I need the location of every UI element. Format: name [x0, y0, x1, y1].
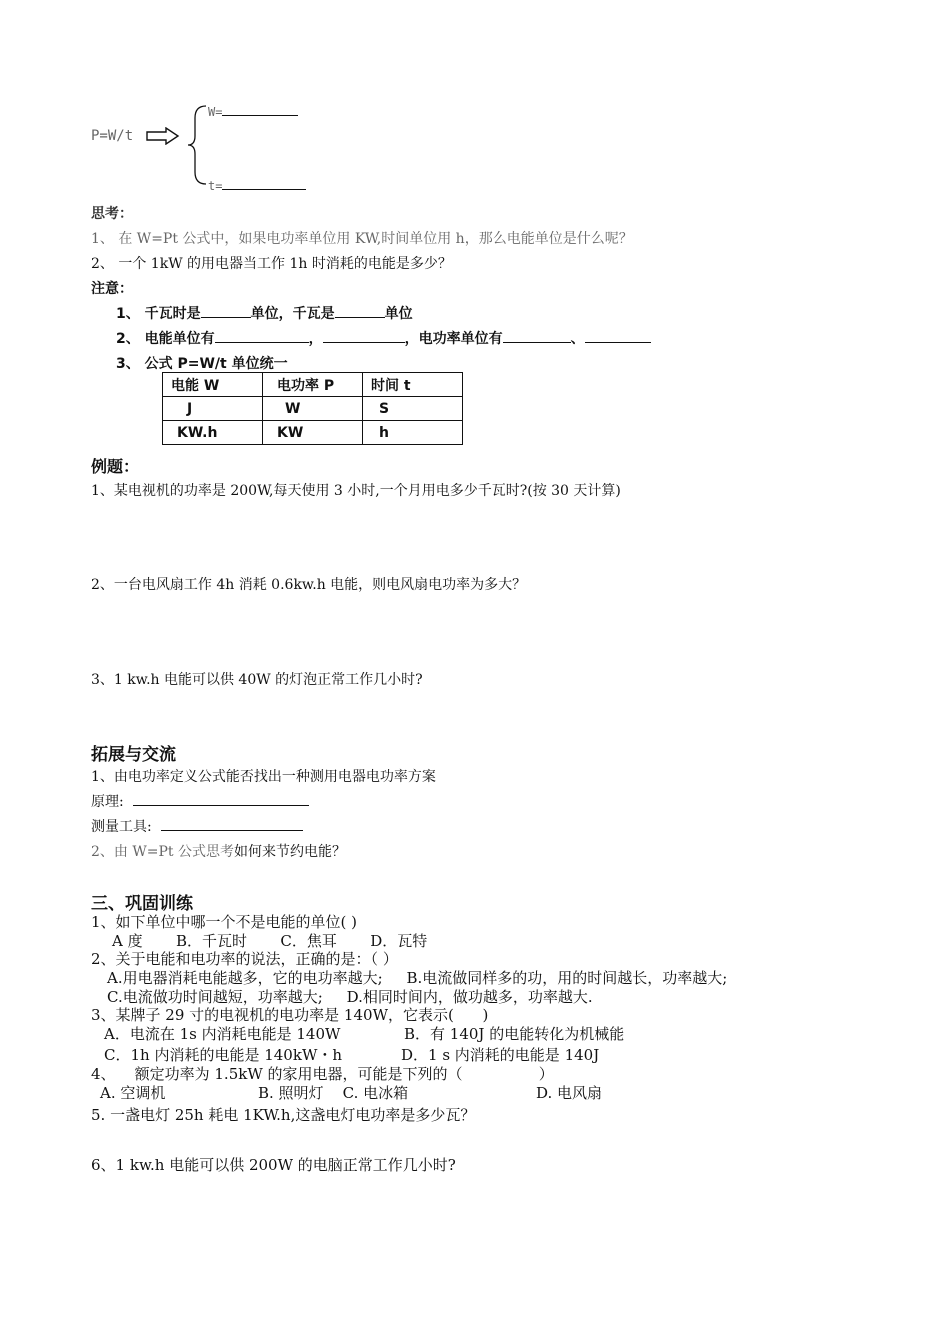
think-q2: 2、 一个 1kW 的用电器当工作 1h 时消耗的电能是多少？	[91, 256, 452, 272]
think-q1: 1、 在 W=Pt 公式中，如果电功率单位用 KW,时间单位用 h，那么电能单位是什么呢？	[91, 231, 633, 247]
practice-q3-a: A．电流在 1s 内消耗电能是 140W	[104, 1025, 341, 1043]
examples-heading: 例题：	[91, 457, 140, 476]
practice-q4-d: D. 电风扇	[536, 1084, 603, 1102]
notes-heading: 注意：	[91, 281, 133, 297]
table-cell: KW.h	[163, 421, 263, 445]
table-cell: h	[363, 421, 463, 445]
units-table	[162, 372, 463, 445]
table-cell: J	[163, 397, 263, 421]
example-1: 1、某电视机的功率是 200W,每天使用 3 小时,一个月用电多少千瓦时?(按 30 天计算)	[91, 483, 621, 499]
practice-q5: 5. 一盏电灯 25h 耗电 1KW.h,这盏电灯电功率是多少瓦？	[91, 1106, 476, 1124]
table-row	[163, 421, 463, 445]
example-2: 2、一台电风扇工作 4h 消耗 0.6kw.h 电能，则电风扇电功率为多大？	[91, 577, 527, 593]
practice-q2: 2、关于电能和电功率的说法，正确的是：（ ）	[91, 950, 398, 968]
extend-principle: 原理:	[91, 791, 309, 811]
formula-main: P=W/t	[91, 128, 134, 144]
practice-q2-cd: C.电流做功时间越短，功率越大; D.相同时间内，做功越多，功率越大.	[107, 988, 593, 1006]
practice-q2-ab: A.用电器消耗电能越多，它的电功率越大; B.电流做同样多的功，用的时间越长，功率越大;	[107, 969, 728, 987]
t-blank	[222, 188, 306, 190]
extend-l1: 1、由电功率定义公式能否找出一种测用电器电功率方案	[91, 769, 436, 785]
practice-q4-bc: B. 照明灯 C. 电冰箱	[258, 1084, 409, 1102]
table-cell: W	[263, 397, 363, 421]
tools-blank	[161, 829, 303, 831]
table-header-cell: 电功率 P	[263, 373, 363, 397]
w-blank	[222, 114, 298, 116]
table-header-row	[163, 373, 463, 397]
practice-q1-options: A 度 B．千瓦时 C．焦耳 D．瓦特	[112, 932, 428, 950]
example-3: 3、1 kw.h 电能可以供 40W 的灯泡正常工作几小时?	[91, 672, 423, 688]
principle-blank	[133, 804, 309, 806]
table-header-cell: 时间 t	[363, 373, 463, 397]
practice-heading: 三、巩固训练	[91, 894, 193, 914]
extend-heading: 拓展与交流	[91, 745, 176, 765]
note-1: 1、 千瓦时是 单位，千瓦是 单位	[116, 306, 413, 322]
formula-w: W=	[208, 105, 298, 119]
practice-q3-d: D．1 s 内消耗的电能是 140J	[401, 1046, 600, 1064]
practice-q3-b: B．有 140J 的电能转化为机械能	[404, 1025, 625, 1043]
extend-l2: 2、由 W=Pt 公式思考如何来节约电能？	[91, 844, 346, 860]
practice-q6: 6、1 kw.h 电能可以供 200W 的电脑正常工作几小时?	[91, 1156, 456, 1174]
table-row	[163, 397, 463, 421]
formula-t: t=	[208, 179, 306, 193]
arrow-right-icon	[146, 127, 180, 145]
practice-q3: 3、某牌子 29 寸的电视机的电功率是 140W，它表示( )	[91, 1006, 489, 1024]
practice-q4-a: A. 空调机	[100, 1084, 166, 1102]
brace-icon	[186, 104, 208, 186]
think-heading: 思考：	[91, 206, 133, 222]
practice-q1: 1、如下单位中哪一个不是电能的单位( )	[91, 913, 358, 931]
table-header-cell: 电能 W	[163, 373, 263, 397]
note-2: 2、 电能单位有 ， ，电功率单位有 、	[116, 328, 651, 348]
table-cell: KW	[263, 421, 363, 445]
note-3: 3、 公式 P=W/t 单位统一	[116, 356, 288, 372]
practice-q3-c: C．1h 内消耗的电能是 140kW・h	[104, 1046, 343, 1064]
practice-q4: 4、 额定功率为 1.5kW 的家用电器，可能是下列的（ ）	[91, 1065, 554, 1083]
extend-tools: 测量工具:	[91, 816, 303, 836]
table-cell: S	[363, 397, 463, 421]
